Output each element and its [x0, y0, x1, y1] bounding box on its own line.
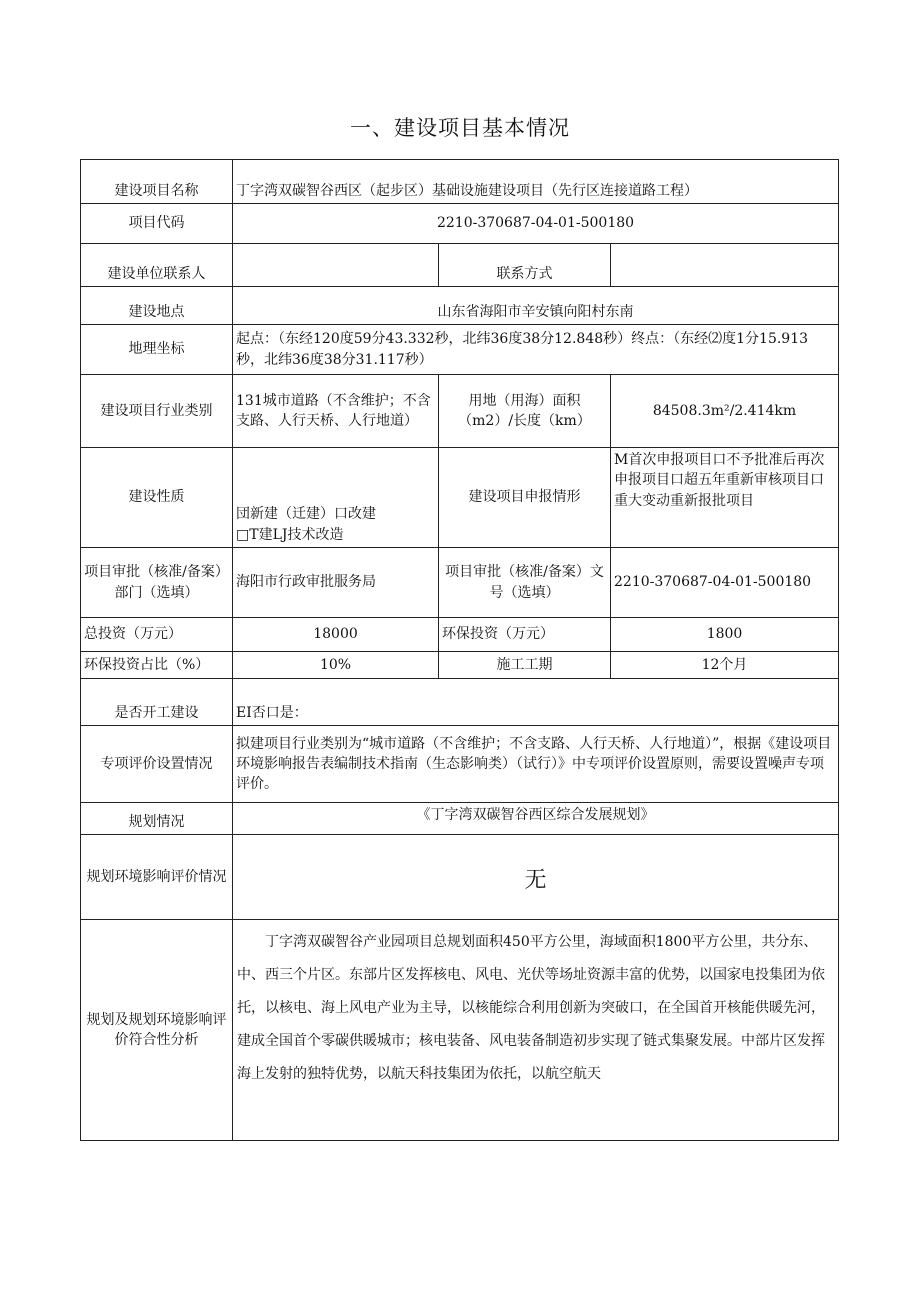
total-investment-value: 18000 — [233, 618, 439, 652]
planning-value: 《丁字湾双碳智谷西区综合发展规划》 — [233, 803, 839, 835]
industry-value: 131城市道路（不含维护；不含支路、人行天桥、人行地道） — [233, 375, 439, 448]
conformity-value — [233, 920, 839, 1141]
location-label: 建设地点 — [81, 287, 233, 325]
declaration-label: 建设项目申报情形 — [439, 448, 611, 548]
row-planning-env — [81, 835, 839, 920]
planning-env-value: 无 — [233, 835, 839, 920]
approval-doc-label: 项目审批（核准/备案）文号（选填） — [439, 548, 611, 618]
project-info-table — [80, 159, 839, 1141]
coordinates-value: 起点：（东经120度59分43.332秒，北纬36度38分12.848秒）终点：（东经⑵度1分15.913秒，北纬36度38分31.117秒） — [233, 325, 839, 375]
env-investment-value: 1800 — [611, 618, 839, 652]
construction-period-value: 12个月 — [611, 652, 839, 679]
row-special-eval — [81, 726, 839, 803]
row-planning — [81, 803, 839, 835]
row-conformity — [81, 920, 839, 1141]
industry-label: 建设项目行业类别 — [81, 375, 233, 448]
row-approval — [81, 548, 839, 618]
row-contact — [81, 244, 839, 287]
row-env-ratio — [81, 652, 839, 679]
approval-doc-value: 2210-370687-04-01-500180 — [611, 548, 839, 618]
started-label: 是否开工建设 — [81, 679, 233, 726]
special-eval-value: 拟建项目行业类别为“城市道路（不含维护；不含支路、人行天桥、人行地道）”，根据《建设项目环境影响报告表编制技术指南（生态影响类）（试行）》中专项评价设置原则，需要设置噪声专项评价。 — [233, 726, 839, 803]
project-code-label: 项目代码 — [81, 204, 233, 244]
nature-option-line2: □T建LJ技术改造 — [236, 526, 344, 543]
contact-method-label: 联系方式 — [439, 244, 611, 287]
project-code-value: 2210-370687-04-01-500180 — [233, 204, 839, 244]
conformity-text: 丁字湾双碳智谷产业园项目总规划面积450平方公里，海域面积1800平方公里，共分东、中、西三个片区。东部片区发挥核电、风电、光伏等场址资源丰富的优势，以国家电投集团为依托，以核电、海上风电产业为主导，以核能综合利用创新为突破口，在全国首开核能供暖先河，建成全国首个零碳供暖城市；核电装备、风电装备制造初步实现了链式集聚发展。中部片区发挥海上发射的独特优势，以航天科技集团为依托，以航空航天 — [237, 934, 825, 1082]
row-started — [81, 679, 839, 726]
construction-period-label: 施工工期 — [439, 652, 611, 679]
approval-dept-label: 项目审批（核准/备案）部门（选填） — [81, 548, 233, 618]
contact-method-value — [611, 244, 839, 287]
row-nature — [81, 448, 839, 548]
nature-value — [233, 448, 439, 548]
row-project-name — [81, 160, 839, 204]
row-project-code — [81, 204, 839, 244]
env-ratio-label: 环保投资占比（%） — [81, 652, 233, 679]
planning-env-label: 规划环境影响评价情况 — [81, 835, 233, 920]
row-coordinates — [81, 325, 839, 375]
total-investment-label: 总投资（万元） — [81, 618, 233, 652]
row-industry — [81, 375, 839, 448]
row-investment — [81, 618, 839, 652]
nature-option-line1: 団新建（迁建）口改建 — [236, 506, 376, 523]
nature-label: 建设性质 — [81, 448, 233, 548]
project-name-value: 丁字湾双碳智谷西区（起步区）基础设施建设项目（先行区连接道路工程） — [233, 160, 839, 204]
contact-person-label: 建设单位联系人 — [81, 244, 233, 287]
env-ratio-value: 10% — [233, 652, 439, 679]
approval-dept-value: 海阳市行政审批服务局 — [233, 548, 439, 618]
env-investment-label: 环保投资（万元） — [439, 618, 611, 652]
coordinates-label: 地理坐标 — [81, 325, 233, 375]
planning-label: 规划情况 — [81, 803, 233, 835]
project-name-label: 建设项目名称 — [81, 160, 233, 204]
conformity-label: 规划及规划环境影响评价符合性分析 — [81, 920, 233, 1141]
land-area-value: 84508.3m²/2.414km — [611, 375, 839, 448]
land-area-label: 用地（用海）面积（m2）/长度（km） — [439, 375, 611, 448]
row-location — [81, 287, 839, 325]
page-title: 一、建设项目基本情况 — [350, 116, 570, 140]
contact-person-value — [233, 244, 439, 287]
started-value: EI否口是： — [233, 679, 839, 726]
special-eval-label: 专项评价设置情况 — [81, 726, 233, 803]
declaration-value: M首次申报项目口不予批准后再次申报项目口超五年重新审核项目口重大变动重新报批项目 — [611, 448, 839, 548]
location-value: 山东省海阳市辛安镇向阳村东南 — [233, 287, 839, 325]
